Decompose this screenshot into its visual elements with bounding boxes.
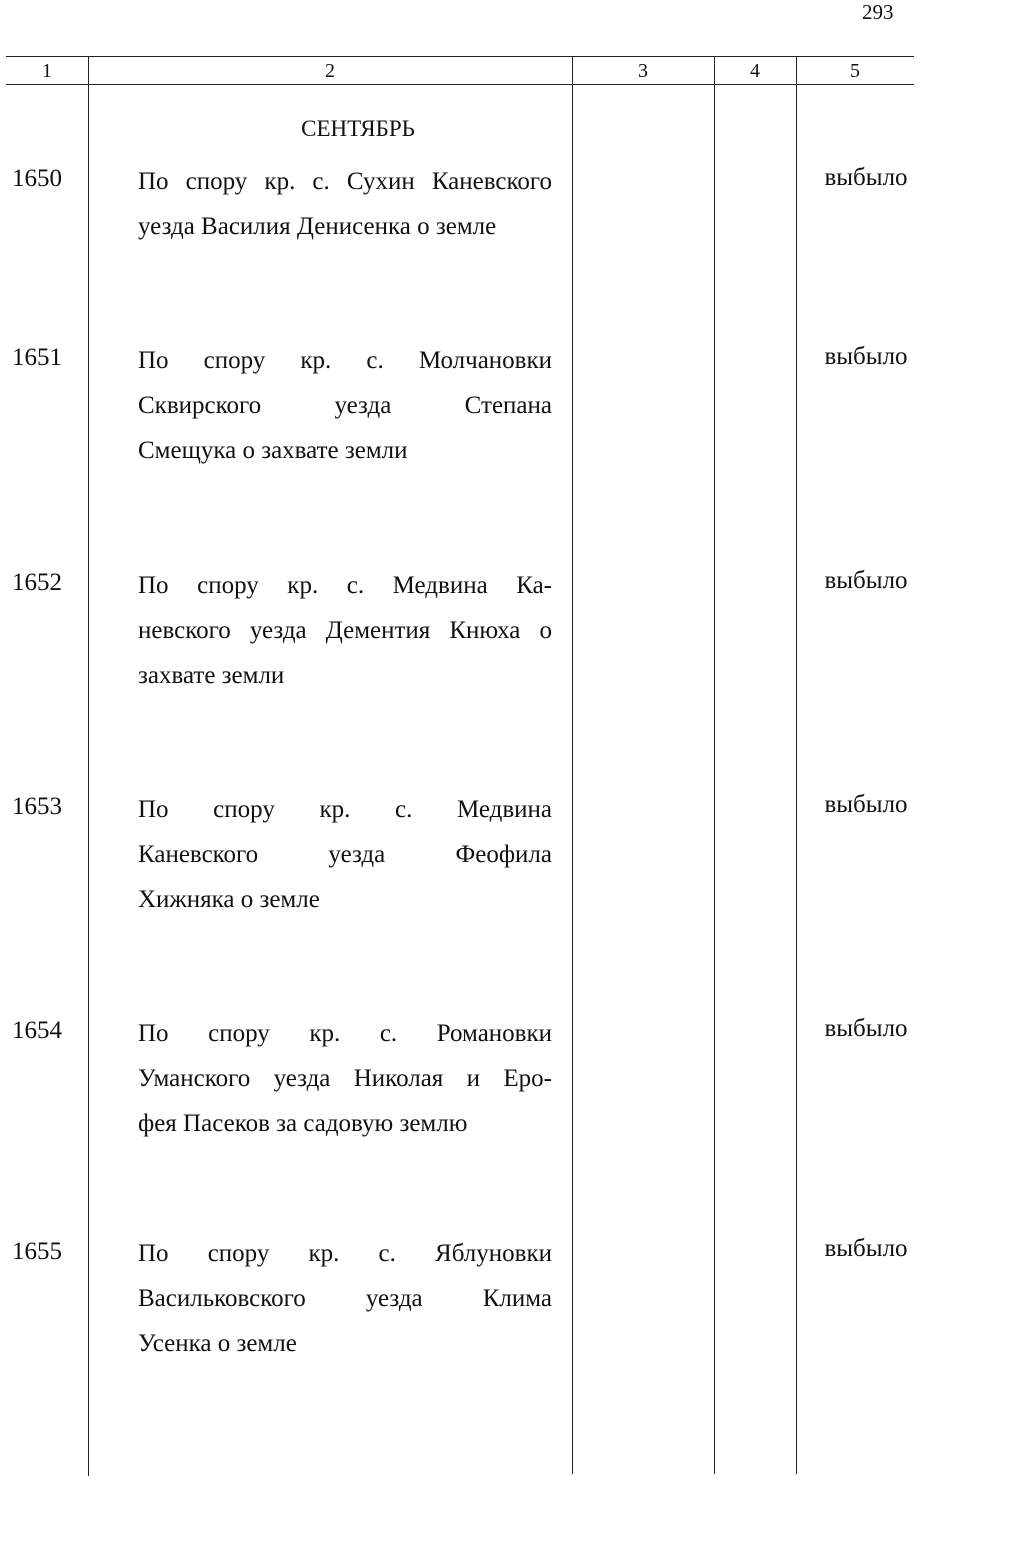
description-line: фея Пасеков за садовую землю: [138, 1110, 468, 1137]
case-status: выбыло: [824, 791, 908, 818]
column-divider-3: [714, 56, 715, 1474]
column-header-5: 5: [850, 60, 860, 82]
column-divider-1: [88, 56, 89, 1476]
case-number: 1654: [12, 1017, 62, 1044]
month-heading: СЕНТЯБРЬ: [301, 116, 415, 141]
case-description: [138, 1011, 552, 1146]
case-status: выбыло: [824, 343, 908, 370]
column-header-2: 2: [325, 60, 335, 82]
case-description: [138, 159, 552, 249]
case-number: 1655: [12, 1238, 62, 1265]
case-description: [138, 787, 552, 922]
column-header-4: 4: [750, 60, 760, 82]
page-number: 293: [862, 0, 894, 24]
column-header-1: 1: [42, 60, 52, 82]
description-line: Хижняка о земле: [138, 886, 320, 913]
case-status: выбыло: [824, 164, 908, 191]
description-line: По спору кр. с. Яблуновки: [138, 1240, 552, 1267]
case-status: выбыло: [824, 1015, 908, 1042]
case-description: [138, 563, 552, 698]
description-line: невского уезда Дементия Кнюха о: [138, 617, 552, 644]
case-description: [138, 1231, 552, 1366]
case-number: 1652: [12, 569, 62, 596]
description-line: Усенка о земле: [138, 1330, 297, 1357]
description-line: По спору кр. с. Молчановки: [138, 347, 552, 374]
case-number: 1651: [12, 344, 62, 371]
description-line: По спору кр. с. Сухин Каневского: [138, 168, 552, 195]
column-header-3: 3: [638, 60, 648, 82]
description-line: Каневского уезда Феофила: [138, 841, 552, 868]
case-status: выбыло: [824, 567, 908, 594]
description-line: Васильковского уезда Клима: [138, 1285, 552, 1312]
description-line: Сквирского уезда Степана: [138, 392, 552, 419]
table-top-rule: [6, 56, 914, 57]
description-line: уезда Василия Денисенка о земле: [138, 213, 497, 240]
description-line: Смещука о захвате земли: [138, 437, 408, 464]
description-line: По спору кр. с. Романовки: [138, 1020, 552, 1047]
case-status: выбыло: [824, 1235, 908, 1262]
case-description: [138, 338, 552, 473]
table-header-rule: [6, 84, 914, 85]
description-line: По спору кр. с. Медвина Ка-: [138, 572, 552, 599]
column-divider-2: [572, 56, 573, 1474]
description-line: Уманского уезда Николая и Еро-: [138, 1065, 552, 1092]
case-number: 1650: [12, 165, 62, 192]
description-line: По спору кр. с. Медвина: [138, 796, 552, 823]
description-line: захвате земли: [138, 662, 285, 689]
column-divider-4: [796, 56, 797, 1474]
case-number: 1653: [12, 793, 62, 820]
